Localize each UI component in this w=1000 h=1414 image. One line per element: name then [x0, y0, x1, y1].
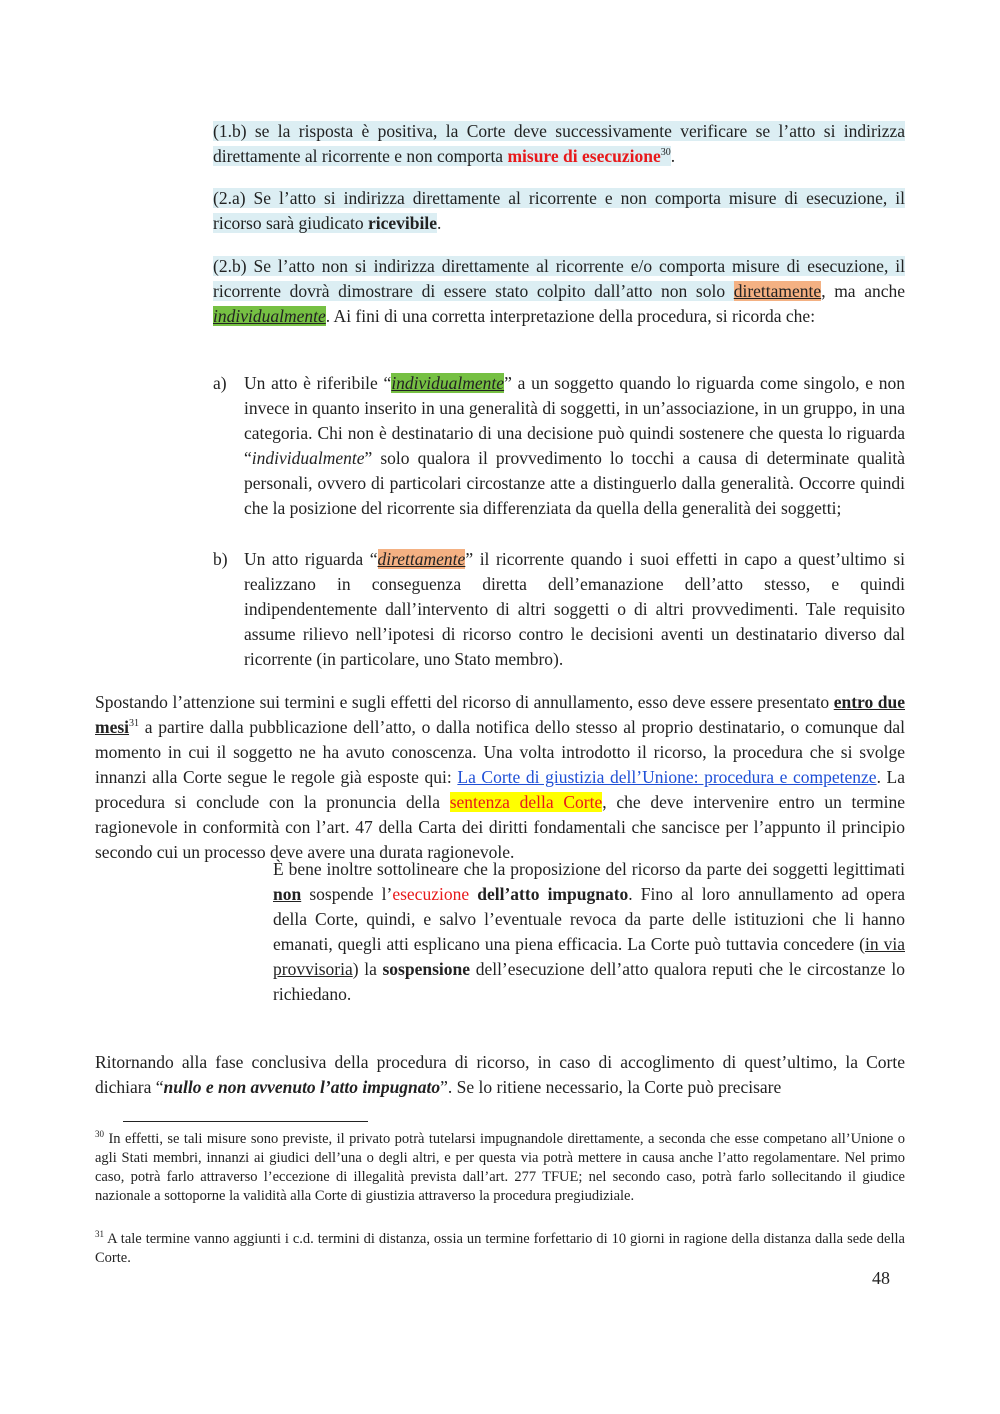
- paragraph-termini: Spostando l’attenzione sui termini e sugli effetti del ricorso di annullamento, esso deve essere presentato entro due mesi$^{31}$ a partire dalla pubblicazione dell’atto, o dalla notifica dello stesso al proprio destinatario, o comunque dal momento in cui il soggetto ne ha avuto conoscenza. Una volta introdotto il ricorso, la procedura che si svolge innanzi alla Corte segue le regole già esposte qui: La Corte di giustizia dell’Unione: procedura e competenze. La procedura si conclude con la pronuncia della sentenza della Corte, che deve intervenire entro un termine ragionevole in conformità con l’art. 47 della Carta dei diritti fondamentali che sancisce per l’appunto il principio secondo cui un processo deve avere una durata ragionevole.: [95, 692, 906, 862]
- paragraph-2b-text: (2.b) Se l’atto non si indirizza direttamente al ricorrente e/o comporta misure di esecuzione, il ricorrente dovrà dimostrare di essere stato colpito dall’atto non solo: [213, 256, 905, 301]
- paragraph-2a-text: (2.a) Se l’atto si indirizza direttamente al ricorrente e non comporta misure di esecuzione, il ricorso sarà giudicato ricevibile: [213, 188, 905, 233]
- esecuzione-red: esecuzione: [392, 884, 470, 904]
- list-item-b: b) Un atto riguarda “direttamente” il ricorrente quando i suoi effetti in capo a quest’ultimo si realizzano in conseguenza diretta dell’emanazione dell’atto stesso, e quindi indipendentemente dall’intervento di altri soggetti o di altri provvedimenti. Tale requisito assume rilievo nell’ipotesi di ricorso contro le decisioni aventi un destinatario diverso dal ricorrente (in particolare, uno Stato membro).: [213, 549, 905, 669]
- nullo-e-non-avvenuto: nullo e non avvenuto l’atto impugnato: [163, 1077, 441, 1097]
- entro-due-mesi: entro due mesi: [95, 692, 906, 737]
- footnote-31: $^{31}$ A tale termine vanno aggiunti i c.d. termini di distanza, ossia un termine forfettario di 10 giorni in ragione della distanza dalla sede della Corte.: [95, 1229, 905, 1266]
- paragraph-1b: (1.b) se la risposta è positiva, la Corte deve successivamente verificare se l’atto si indirizza direttamente al ricorrente e non comporta misure di esecuzione$^{30}$.: [213, 121, 905, 166]
- paragraph-sospensione: È bene inoltre sottolineare che la proposizione del ricorso da parte dei soggetti legittimati non sospende l’esecuzione dell’atto impugnato. Fino al loro annullamento ad opera della Corte, quindi, e salvo l’eventuale revoca da parte delle istituzioni che li hanno emanati, quegli atti esplicano una piena efficacia. La Corte può tuttavia concedere (in via provvisoria) la sospensione dell’esecuzione dell’atto qualora reputi che le circostanze lo richiedano.: [273, 859, 905, 1004]
- ricevibile: ricevibile: [368, 213, 438, 233]
- paragraph-2a: (2.a) Se l’atto si indirizza direttamente al ricorrente e non comporta misure di esecuzione, il ricorso sarà giudicato ricevibile.: [213, 188, 905, 233]
- atto-impugnato-bold: dell’atto impugnato: [477, 884, 629, 904]
- footnote-ref-31[interactable]: 31: [129, 718, 140, 730]
- paragraph-ritornando: Ritornando alla fase conclusiva della procedura di ricorso, in caso di accoglimento di quest’ultimo, la Corte dichiara “nullo e non avvenuto l’atto impugnato”. Se lo ritiene necessario, la Corte può precisare: [95, 1052, 905, 1097]
- list-item-a: a) Un atto è riferibile “individualmente” a un soggetto quando lo riguarda come singolo, e non invece in quanto inserito in una generalità di soggetti, in un’associazione, in un gruppo, in una categoria. Chi non è destinatario di una decisione può quindi sostenere che questa lo riguarda “individualmente” solo qualora il provvedimento lo tocchi a causa di determinate qualità personali, ovvero di particolari circostanze atte a distinguerlo dalla generalità. Occorre quindi che la posizione del ricorrente sia differenziata da quella della generalità dei soggetti;: [213, 373, 905, 518]
- non-emphasis: non: [273, 884, 302, 904]
- in-via-provvisoria: in via provvisoria: [273, 934, 905, 979]
- footnote-30-number: 30: [95, 1129, 104, 1140]
- individualmente-highlight: individualmente: [213, 306, 326, 326]
- individualmente-highlight-2: individualmente: [391, 373, 505, 393]
- paragraph-2b: (2.b) Se l’atto non si indirizza direttamente al ricorrente e/o comporta misure di esecuzione, il ricorrente dovrà dimostrare di essere stato colpito dall’atto non solo direttamente, ma anche individualmente. Ai fini di una corretta interpretazione della procedura, si ricorda che:: [213, 256, 905, 326]
- individualmente-italic: individualmente: [251, 448, 365, 468]
- corte-giustizia-link[interactable]: La Corte di giustizia dell’Unione: procedura e competenze: [457, 767, 877, 787]
- list-marker-b: b): [213, 549, 228, 569]
- list-marker-a: a): [213, 373, 227, 393]
- footnote-30: $^{30}$ In effetti, se tali misure sono previste, il privato potrà tutelarsi impugnandole direttamente, a seconda che esse competano all’Unione o agli Stati membri, innanzi ai giudici dell’una o degli altri, e per questa via potrà mettere in causa anche l’atto regolamentare. Nel primo caso, potrà farlo attraverso l’eccezione di illegalità prevista dall’art. 277 TFUE; nel secondo caso, potrà farlo sollecitando il giudice nazionale a sottoporne la validità alla Corte di giustizia attraverso la procedura pregiudiziale.: [95, 1129, 905, 1204]
- direttamente-highlight: direttamente: [733, 281, 822, 301]
- footnote-ref-30[interactable]: 30: [660, 147, 671, 159]
- footnote-separator: [123, 1121, 368, 1122]
- sentenza-della-corte: sentenza della Corte: [449, 792, 603, 812]
- footnote-31-number: 31: [95, 1229, 104, 1240]
- direttamente-highlight-2: direttamente: [377, 549, 466, 569]
- paragraph-1b-text: (1.b) se la risposta è positiva, la Corte deve successivamente verificare se l’atto si indirizza direttamente al ricorrente e non comporta misure di esecuzione$^{30}$: [213, 121, 905, 166]
- misure-di-esecuzione: misure di esecuzione: [507, 146, 661, 166]
- sospensione-bold: sospensione: [382, 959, 471, 979]
- page-number: 48: [872, 1268, 890, 1288]
